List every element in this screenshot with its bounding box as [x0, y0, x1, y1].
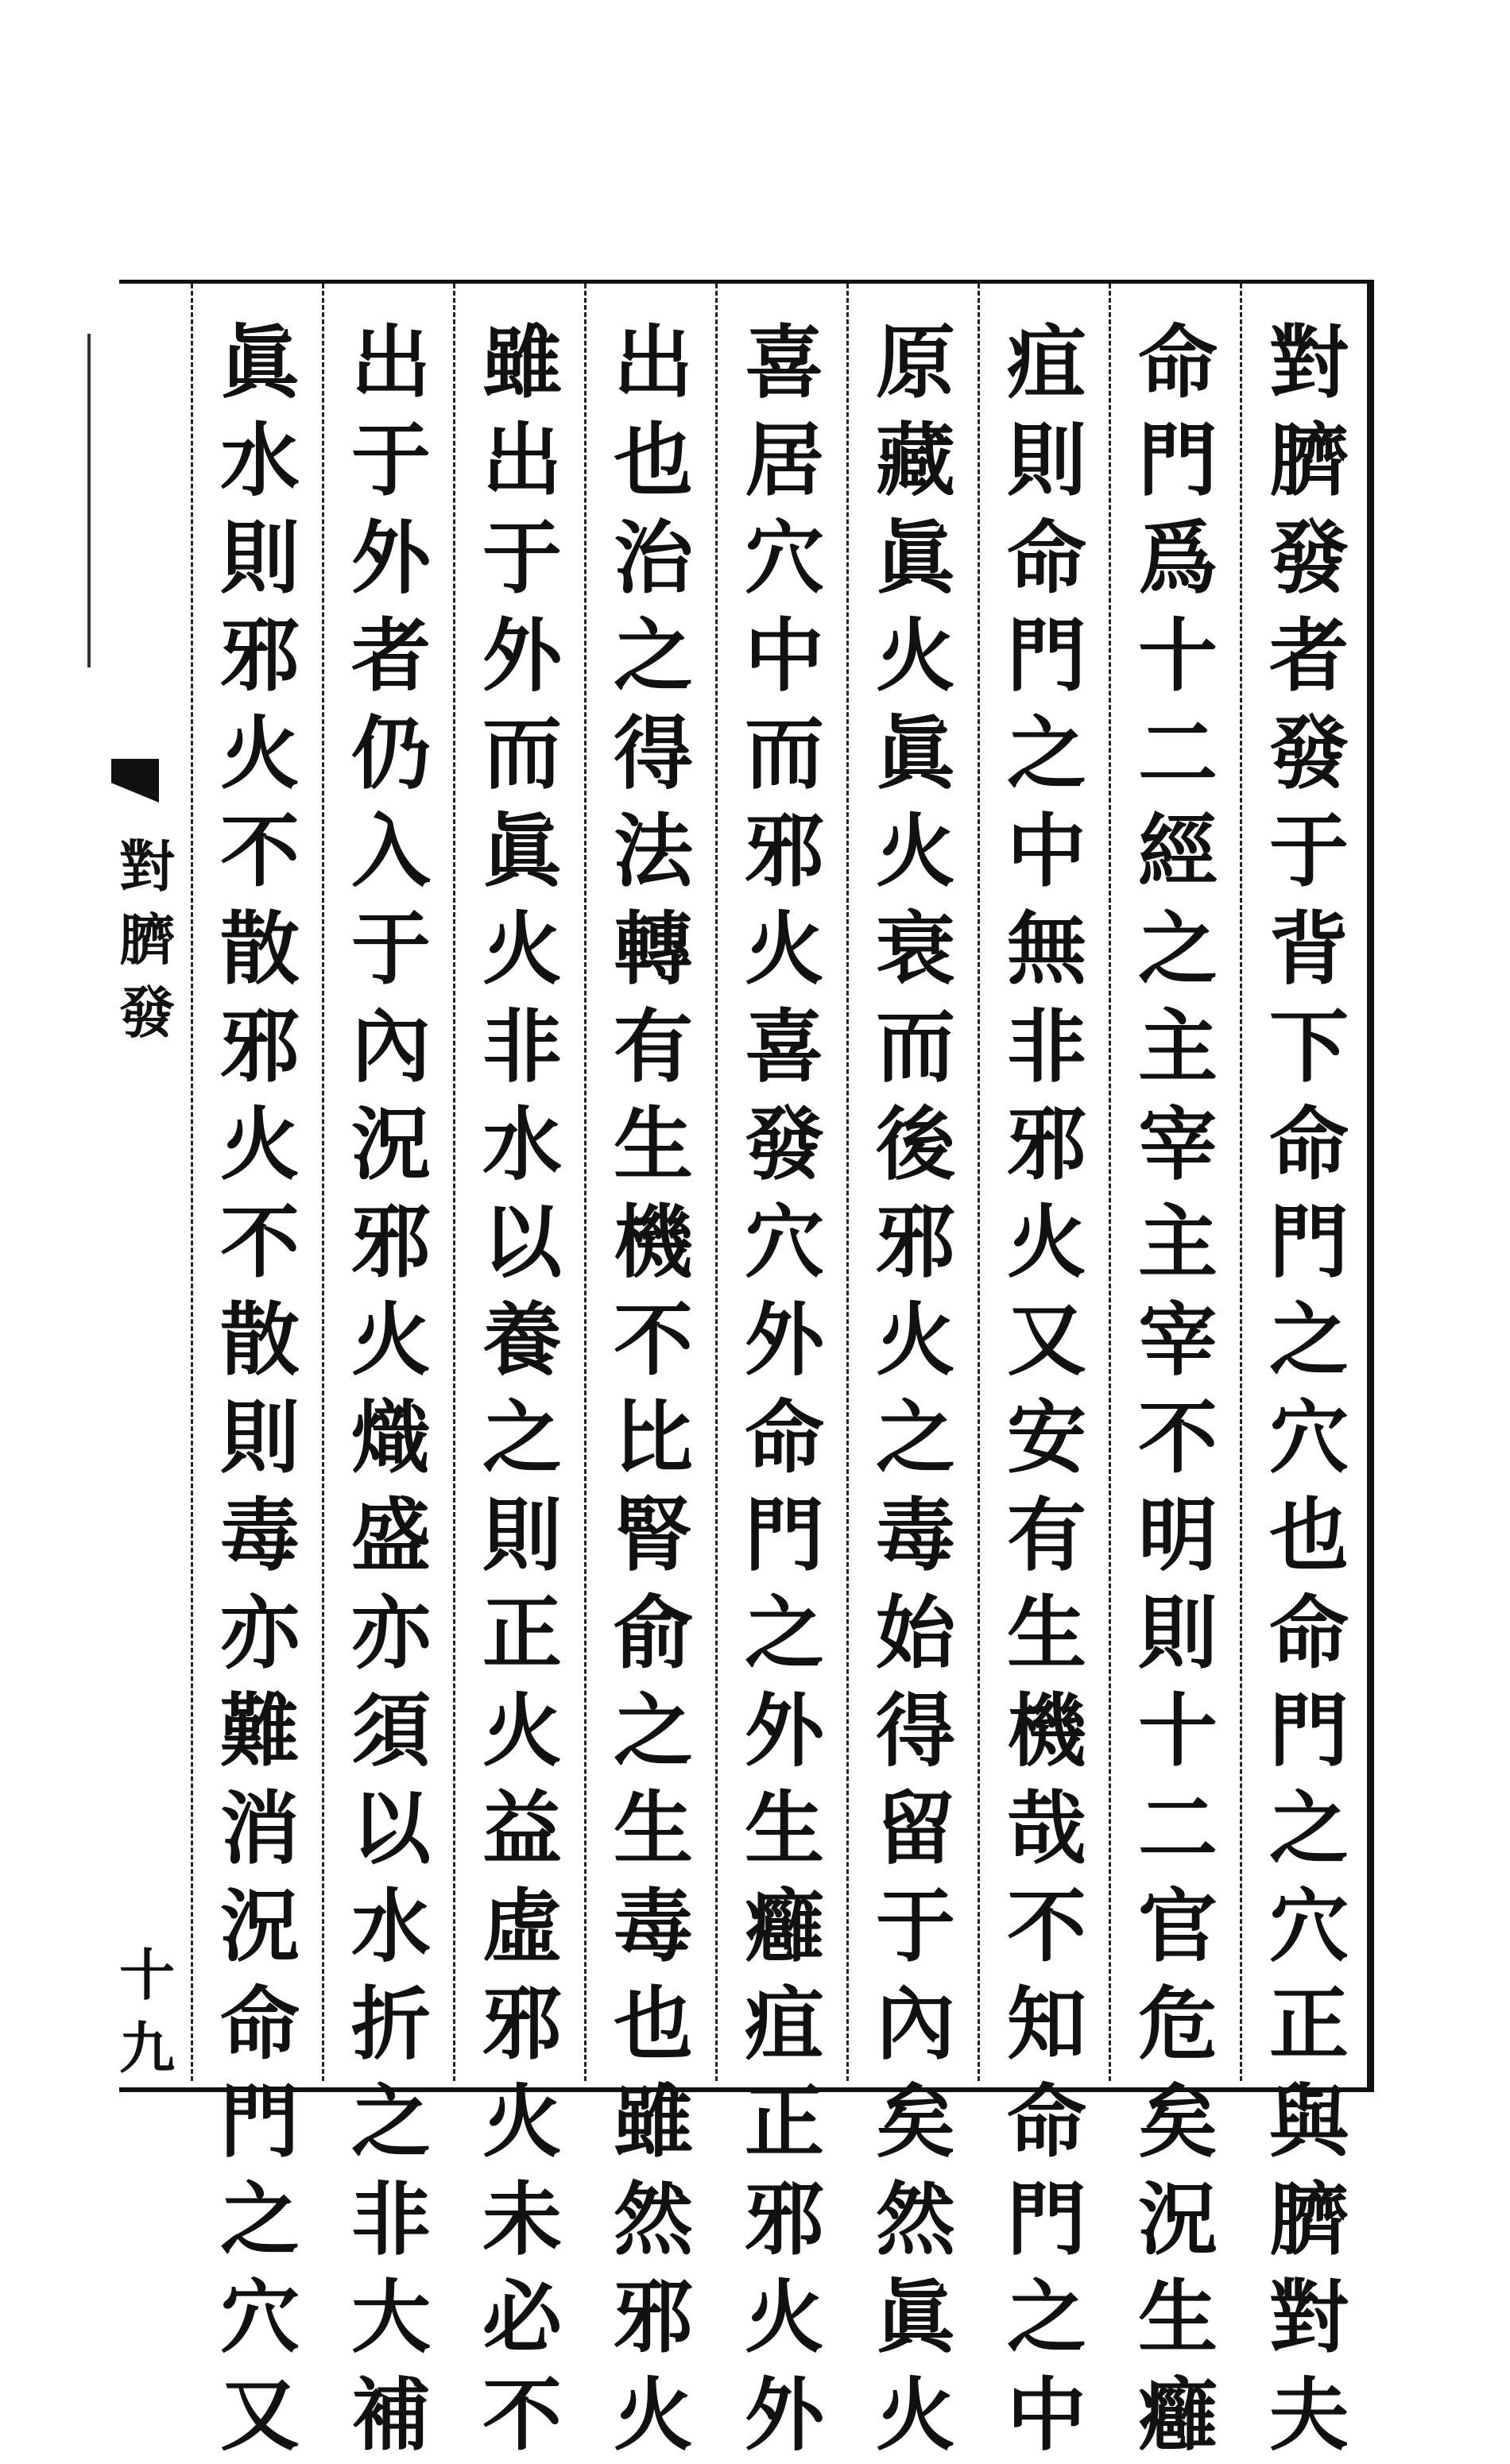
glyph: 之 [482, 1391, 562, 1484]
banxin-title [119, 830, 175, 1050]
glyph: 邪 [482, 1977, 562, 2071]
text-column-6 [598, 314, 709, 2462]
glyph: 于 [1269, 804, 1349, 898]
glyph: 矣 [1138, 2075, 1218, 2168]
glyph: 不 [220, 1195, 300, 1289]
text-column-1 [1253, 314, 1365, 2462]
column-rule [978, 284, 980, 2081]
glyph: 之 [1269, 1781, 1349, 1875]
glyph: 非 [482, 1000, 562, 1093]
glyph: 仍 [351, 706, 431, 800]
glyph: 內 [351, 1000, 431, 1093]
text-column-9 [204, 314, 316, 2462]
glyph: 則 [482, 1488, 562, 1582]
glyph: 穴 [745, 1195, 824, 1289]
glyph: 命 [1269, 1097, 1349, 1191]
glyph: 雖 [482, 315, 562, 409]
glyph: 二 [1138, 1781, 1218, 1875]
glyph: 外 [745, 1293, 824, 1387]
glyph: 消 [220, 1781, 300, 1875]
text-column-2 [1122, 314, 1233, 2462]
glyph: 況 [220, 1879, 300, 1973]
glyph: 外 [745, 1684, 824, 1777]
glyph: 折 [351, 1977, 431, 2071]
glyph: 火 [482, 902, 562, 996]
glyph: 然 [614, 2172, 693, 2266]
glyph: 水 [351, 1879, 431, 1973]
glyph: 不 [220, 804, 300, 898]
glyph: 出 [482, 413, 562, 507]
glyph: 命 [745, 1391, 824, 1484]
glyph: 十 [1138, 609, 1218, 702]
glyph: 眞 [876, 706, 955, 800]
glyph: 養 [482, 1293, 562, 1387]
glyph: 于 [351, 413, 431, 507]
glyph: 散 [220, 1293, 300, 1387]
glyph: 生 [614, 1097, 693, 1191]
glyph: 出 [614, 315, 693, 409]
glyph: 夫 [1269, 2368, 1349, 2462]
glyph: 而 [745, 706, 824, 800]
glyph: 于 [876, 1879, 955, 1973]
glyph: 主 [1138, 1000, 1218, 1093]
glyph: 火 [482, 1684, 562, 1777]
glyph: 火 [876, 1293, 955, 1387]
glyph: 火 [745, 902, 824, 996]
column-rule [453, 284, 455, 2081]
glyph: 官 [1138, 1879, 1218, 1973]
column-rule [1109, 284, 1111, 2081]
glyph: 也 [614, 1977, 693, 2071]
glyph: 門 [1007, 609, 1086, 702]
glyph: 邪 [1007, 1097, 1086, 1191]
glyph: 轉 [614, 902, 693, 996]
glyph: 又 [1007, 1293, 1086, 1387]
glyph: 不 [614, 1293, 693, 1387]
glyph: 法 [614, 804, 693, 898]
glyph: 益 [482, 1781, 562, 1875]
glyph: 原 [876, 315, 955, 409]
glyph: 虛 [482, 1879, 562, 1973]
glyph: 火 [220, 706, 300, 800]
glyph: 則 [1007, 413, 1086, 507]
glyph: 非 [351, 2172, 431, 2266]
glyph: 毒 [614, 1879, 693, 1973]
glyph: 之 [351, 2075, 431, 2168]
glyph: 背 [1269, 902, 1349, 996]
glyph: 發 [745, 1097, 824, 1191]
glyph: 之 [876, 1391, 955, 1484]
text-column-8 [335, 314, 447, 2462]
glyph: 眞 [876, 2270, 955, 2364]
glyph: 治 [614, 511, 693, 605]
glyph: 內 [876, 1977, 955, 2071]
glyph: 十 [119, 1942, 175, 2008]
glyph: 也 [614, 413, 693, 507]
glyph: 水 [220, 413, 300, 507]
text-column-7 [467, 314, 578, 2462]
glyph: 之 [1007, 706, 1086, 800]
glyph: 之 [1138, 902, 1218, 996]
glyph: 命 [1007, 2075, 1086, 2168]
glyph: 經 [1138, 804, 1218, 898]
glyph: 邪 [614, 2270, 693, 2364]
glyph: 臍 [1269, 413, 1349, 507]
glyph: 藏 [876, 413, 955, 507]
glyph: 門 [220, 2075, 300, 2168]
glyph: 雖 [614, 2075, 693, 2168]
glyph: 況 [351, 1097, 431, 1191]
glyph: 疽 [745, 1977, 824, 2071]
glyph: 二 [1138, 706, 1218, 800]
glyph: 生 [614, 1781, 693, 1875]
glyph: 于 [482, 511, 562, 605]
glyph: 門 [1269, 1684, 1349, 1777]
glyph: 之 [614, 609, 693, 702]
glyph: 明 [1138, 1488, 1218, 1582]
glyph: 十 [1138, 1684, 1218, 1777]
glyph: 始 [876, 1586, 955, 1680]
glyph: 火 [220, 1097, 300, 1191]
glyph: 安 [1007, 1391, 1086, 1484]
glyph: 無 [1007, 902, 1086, 996]
glyph: 外 [745, 2368, 824, 2462]
glyph: 喜 [745, 1000, 824, 1093]
glyph: 毒 [220, 1488, 300, 1582]
glyph: 入 [351, 804, 431, 898]
glyph: 亦 [220, 1586, 300, 1680]
column-rule [1240, 284, 1242, 2081]
glyph: 哉 [1007, 1781, 1086, 1875]
glyph: 火 [876, 609, 955, 702]
glyph: 臍 [119, 907, 175, 973]
glyph: 又 [220, 2368, 300, 2462]
glyph: 大 [351, 2270, 431, 2364]
column-rule [584, 284, 587, 2081]
glyph: 外 [482, 609, 562, 702]
glyph: 散 [220, 902, 300, 996]
glyph: 穴 [1269, 1391, 1349, 1484]
glyph: 火 [351, 1293, 431, 1387]
glyph: 不 [1138, 1391, 1218, 1484]
glyph: 命 [1269, 1586, 1349, 1680]
glyph: 而 [482, 706, 562, 800]
glyph: 有 [614, 1000, 693, 1093]
glyph: 況 [1138, 2172, 1218, 2266]
glyph: 生 [1007, 1586, 1086, 1680]
glyph: 出 [351, 315, 431, 409]
column-rule [846, 284, 849, 2081]
glyph: 後 [876, 1097, 955, 1191]
glyph: 正 [482, 1586, 562, 1680]
glyph: 對 [1269, 315, 1349, 409]
glyph: 邪 [220, 609, 300, 702]
glyph: 則 [220, 1391, 300, 1484]
glyph: 眞 [220, 315, 300, 409]
glyph: 矣 [876, 2075, 955, 2168]
glyph: 中 [745, 609, 824, 702]
glyph: 比 [614, 1391, 693, 1484]
glyph: 火 [1007, 1195, 1086, 1289]
glyph: 之 [614, 1684, 693, 1777]
glyph: 俞 [614, 1586, 693, 1680]
glyph: 居 [745, 413, 824, 507]
glyph: 危 [1138, 1977, 1218, 2071]
glyph: 之 [220, 2172, 300, 2266]
glyph: 火 [745, 2270, 824, 2364]
glyph: 不 [1007, 1879, 1086, 1973]
text-column-3 [991, 314, 1102, 2462]
glyph: 機 [614, 1195, 693, 1289]
glyph: 宰 [1138, 1293, 1218, 1387]
glyph: 門 [745, 1488, 824, 1582]
column-rule [715, 284, 718, 2081]
column-rule [191, 284, 193, 2081]
glyph: 必 [482, 2270, 562, 2364]
glyph: 得 [876, 1684, 955, 1777]
glyph: 火 [614, 2368, 693, 2462]
glyph: 眞 [482, 804, 562, 898]
glyph: 外 [351, 511, 431, 605]
glyph: 眞 [876, 511, 955, 605]
glyph: 則 [1138, 1586, 1218, 1680]
glyph: 水 [482, 1097, 562, 1191]
glyph: 門 [1138, 413, 1218, 507]
glyph: 腎 [614, 1488, 693, 1582]
glyph: 之 [1269, 1293, 1349, 1387]
glyph: 則 [220, 511, 300, 605]
glyph: 命 [1138, 315, 1218, 409]
glyph: 門 [1007, 2172, 1086, 2266]
glyph: 對 [119, 834, 175, 899]
glyph: 正 [1269, 1977, 1349, 2071]
glyph: 中 [1007, 2368, 1086, 2462]
glyph: 機 [1007, 1684, 1086, 1777]
glyph: 補 [351, 2368, 431, 2462]
glyph: 盛 [351, 1488, 431, 1582]
glyph: 下 [1269, 1000, 1349, 1093]
glyph: 與 [1269, 2075, 1349, 2168]
glyph: 非 [1007, 1000, 1086, 1093]
glyph: 邪 [876, 1195, 955, 1289]
glyph: 熾 [351, 1391, 431, 1484]
glyph: 九 [119, 2015, 175, 2081]
glyph: 以 [482, 1195, 562, 1289]
glyph: 臍 [1269, 2172, 1349, 2266]
glyph: 爲 [1138, 511, 1218, 605]
glyph: 命 [1007, 511, 1086, 605]
glyph: 喜 [745, 315, 824, 409]
glyph: 門 [1269, 1195, 1349, 1289]
glyph: 命 [220, 1977, 300, 2071]
glyph: 發 [119, 980, 175, 1046]
glyph: 者 [1269, 609, 1349, 702]
glyph: 于 [351, 902, 431, 996]
glyph: 發 [1269, 706, 1349, 800]
glyph: 邪 [745, 2172, 824, 2266]
glyph: 也 [1269, 1488, 1349, 1582]
banxin-page-number [119, 1939, 175, 2085]
glyph: 生 [745, 1781, 824, 1875]
glyph: 然 [876, 2172, 955, 2266]
glyph: 之 [1007, 2270, 1086, 2364]
glyph: 毒 [876, 1488, 955, 1582]
glyph: 不 [482, 2368, 562, 2462]
glyph: 邪 [351, 1195, 431, 1289]
glyph: 須 [351, 1684, 431, 1777]
glyph: 穴 [220, 2270, 300, 2364]
glyph: 對 [1269, 2270, 1349, 2364]
glyph: 宰 [1138, 1097, 1218, 1191]
glyph: 穴 [745, 511, 824, 605]
glyph: 邪 [220, 1000, 300, 1093]
glyph: 之 [745, 1586, 824, 1680]
glyph: 邪 [745, 804, 824, 898]
glyph: 者 [351, 609, 431, 702]
glyph: 知 [1007, 1977, 1086, 2071]
text-column-5 [729, 314, 840, 2462]
glyph: 穴 [1269, 1879, 1349, 1973]
glyph: 得 [614, 706, 693, 800]
glyph: 留 [876, 1781, 955, 1875]
glyph: 主 [1138, 1195, 1218, 1289]
glyph: 有 [1007, 1488, 1086, 1582]
glyph: 癰 [745, 1879, 824, 1973]
glyph: 發 [1269, 511, 1349, 605]
glyph: 火 [876, 804, 955, 898]
glyph: 亦 [351, 1586, 431, 1680]
text-column-4 [860, 314, 971, 2462]
glyph: 中 [1007, 804, 1086, 898]
glyph: 而 [876, 1000, 955, 1093]
glyph: 未 [482, 2172, 562, 2266]
glyph: 癰 [1138, 2368, 1218, 2462]
glyph: 正 [745, 2075, 824, 2168]
glyph: 生 [1138, 2270, 1218, 2364]
glyph: 火 [482, 2075, 562, 2168]
glyph: 火 [876, 2368, 955, 2462]
column-rule [322, 284, 324, 2081]
banxin-upper-rule [87, 334, 154, 667]
glyph: 衰 [876, 902, 955, 996]
glyph: 以 [351, 1781, 431, 1875]
glyph: 難 [220, 1684, 300, 1777]
glyph: 疽 [1007, 315, 1086, 409]
